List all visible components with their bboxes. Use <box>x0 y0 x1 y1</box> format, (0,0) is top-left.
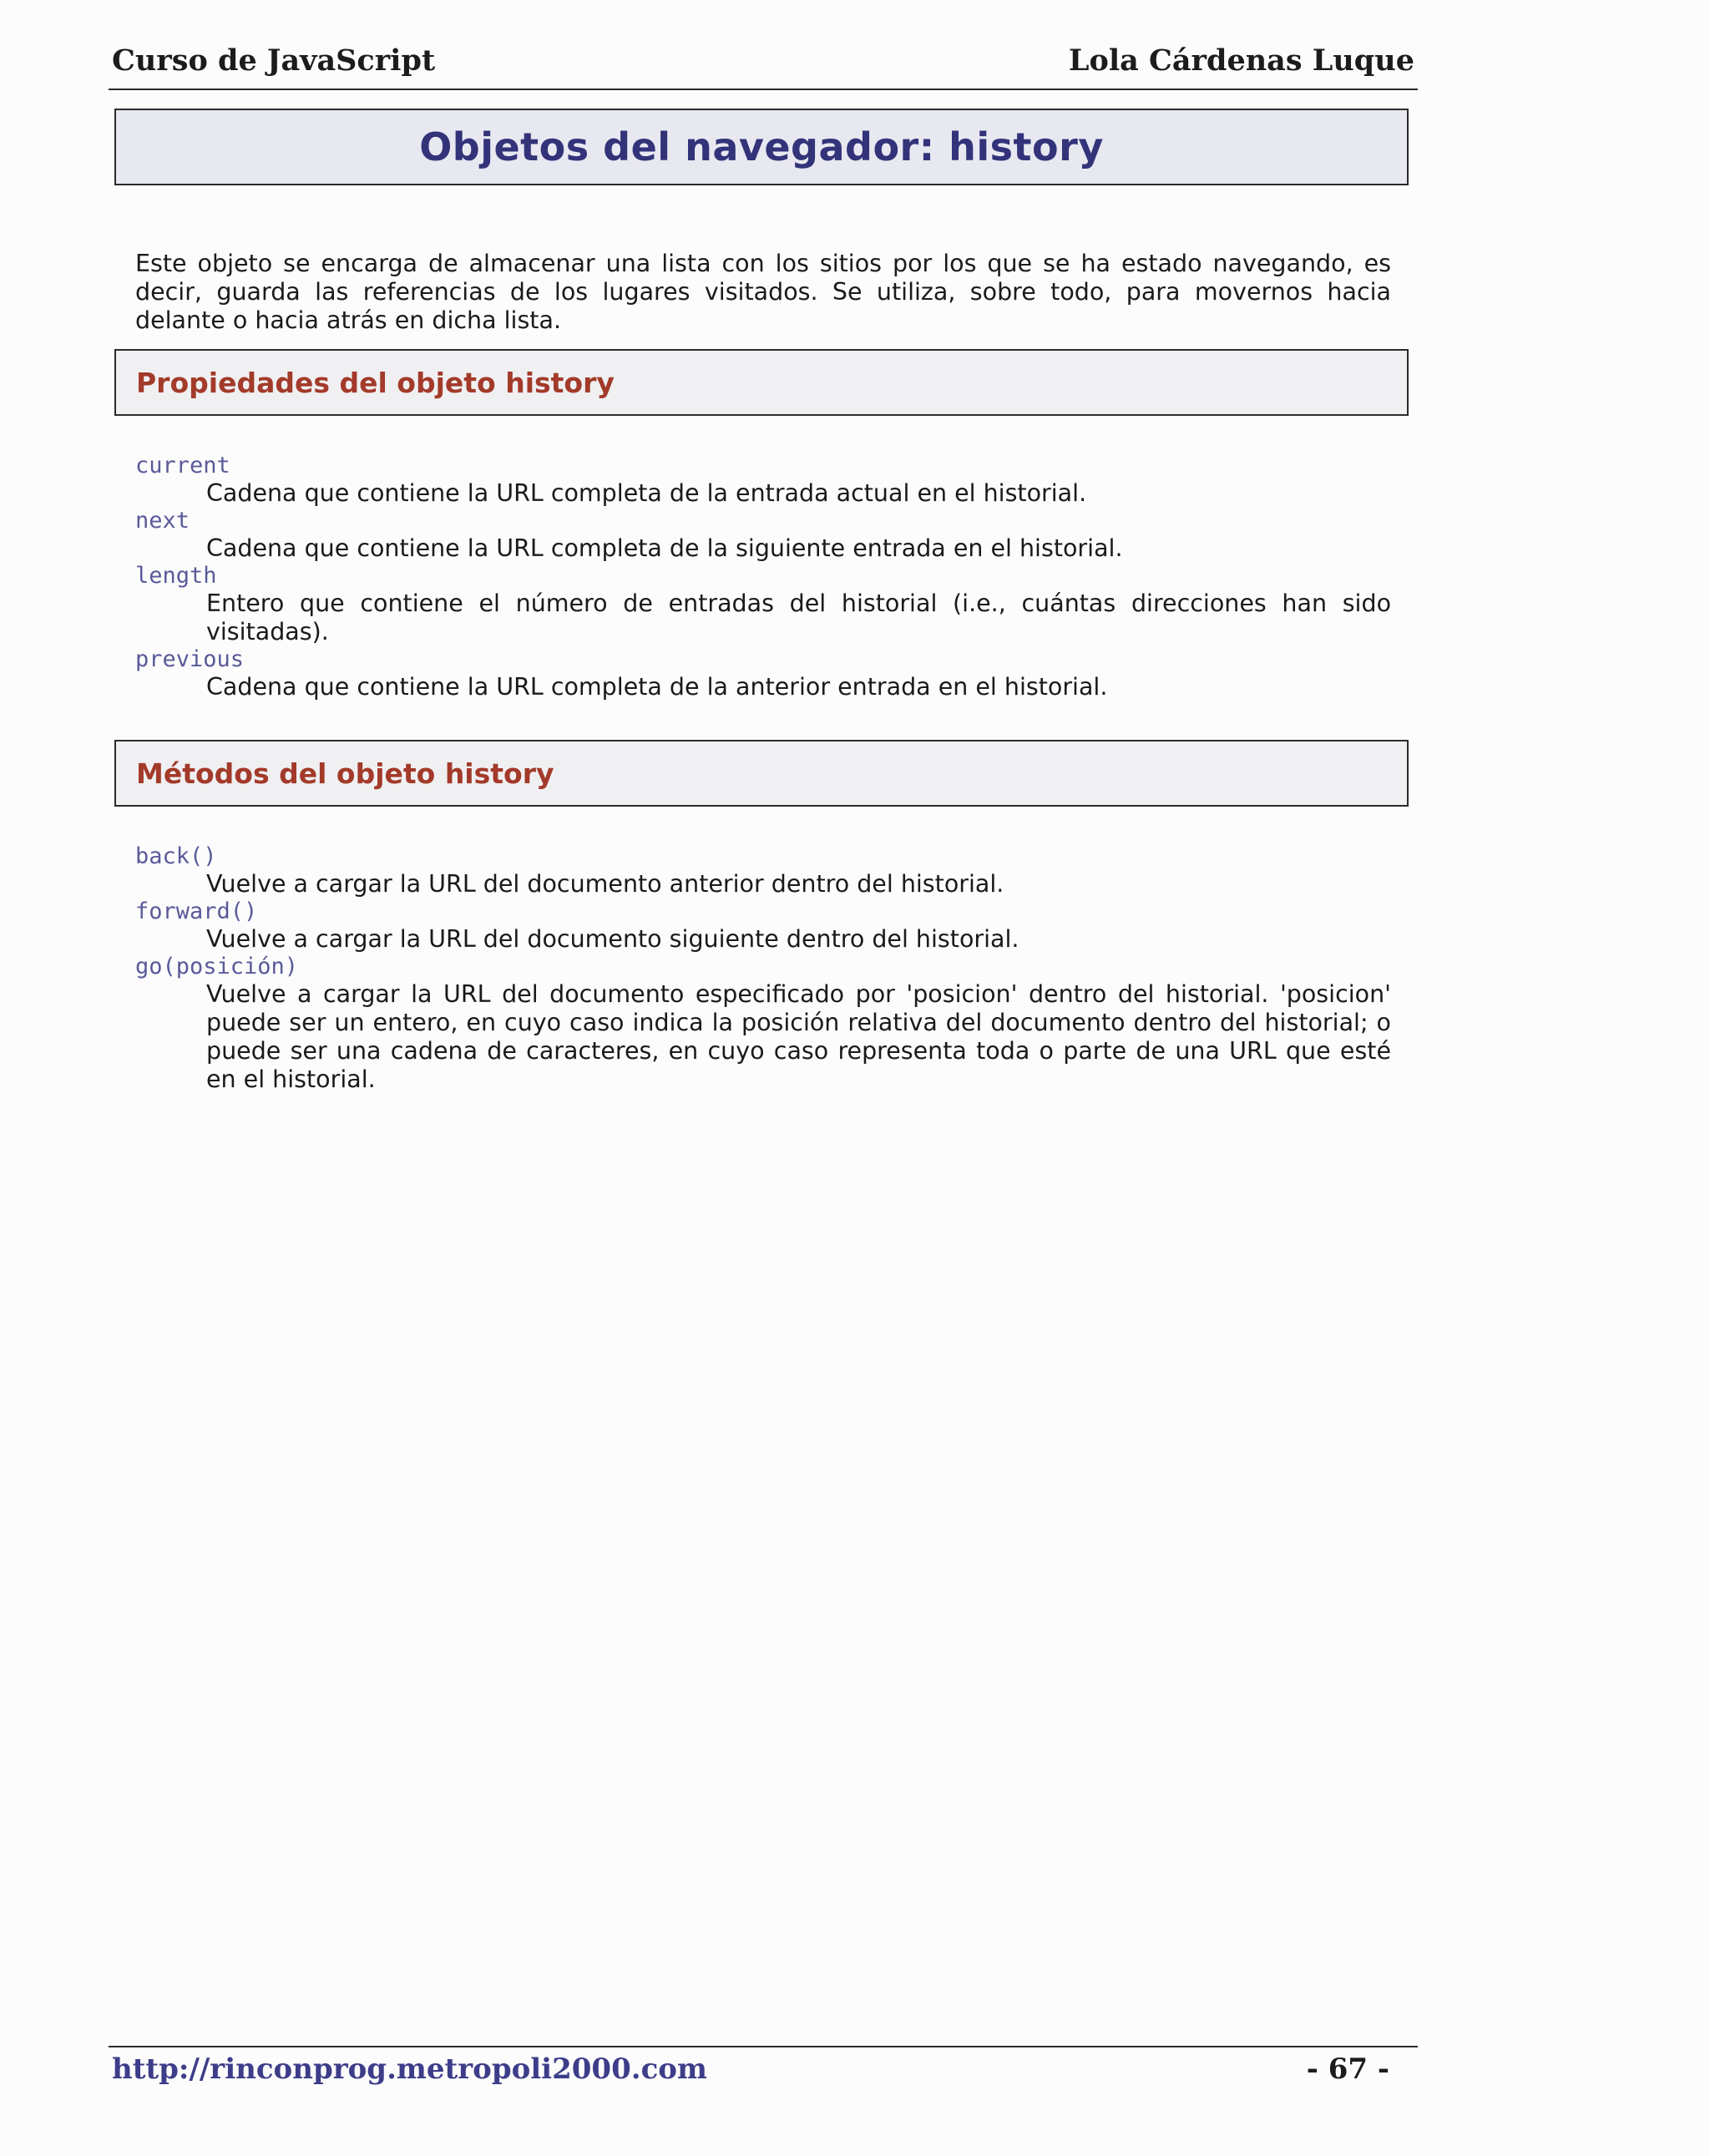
methods-section-header <box>114 740 1409 807</box>
property-desc-length: Entero que contiene el número de entradas del historial (i.e., cuántas direcciones han sido visitadas). <box>206 590 1391 645</box>
properties-section-header <box>114 349 1409 416</box>
author-name: Lola Cárdenas Luque <box>1068 43 1414 78</box>
site-url: http://rinconprog.metropoli2000.com <box>112 2052 707 2086</box>
method-desc-forward: Vuelve a cargar la URL del documento siguiente dentro del historial. <box>206 925 1019 953</box>
page-title: Objetos del navegador: history <box>419 124 1104 170</box>
property-desc-next: Cadena que contiene la URL completa de la siguiente entrada en el historial. <box>206 534 1123 562</box>
methods-heading: Métodos del objeto history <box>136 757 554 790</box>
running-footer <box>109 2046 1418 2098</box>
page-title-box <box>114 109 1409 185</box>
method-term-back: back() <box>135 843 217 869</box>
method-desc-back: Vuelve a cargar la URL del documento anterior dentro del historial. <box>206 870 1004 898</box>
course-title: Curso de JavaScript <box>112 43 436 78</box>
property-term-length: length <box>135 563 217 589</box>
property-term-current: current <box>135 453 230 478</box>
methods-list <box>135 843 1391 1094</box>
property-term-previous: previous <box>135 646 245 672</box>
property-desc-previous: Cadena que contiene la URL completa de la anterior entrada en el historial. <box>206 673 1108 701</box>
properties-heading: Propiedades del objeto history <box>136 366 615 399</box>
intro-paragraph: Este objeto se encarga de almacenar una lista con los sitios por los que se ha estado navegando, es decir, guarda las referencias de los lugares visitados. Se utiliza, sobre todo, para movernos hacia delante o hacia atrás en dicha lista. <box>135 249 1391 334</box>
properties-list <box>135 453 1391 701</box>
method-desc-go: Vuelve a cargar la URL del documento especificado por 'posicion' dentro del historial. 'posicion' puede ser un entero, en cuyo caso indica la posición relativa del documento dentro del historial; o puede ser una cadena de caracteres, en cuyo caso representa toda o parte de una URL que esté en el historial. <box>206 980 1391 1093</box>
method-term-go: go(posición) <box>135 954 299 979</box>
method-term-forward: forward() <box>135 898 258 924</box>
property-desc-current: Cadena que contiene la URL completa de la entrada actual en el historial. <box>206 479 1087 507</box>
property-term-next: next <box>135 508 190 534</box>
page-number: - 67 - <box>1306 2052 1389 2086</box>
running-header <box>109 40 1418 90</box>
